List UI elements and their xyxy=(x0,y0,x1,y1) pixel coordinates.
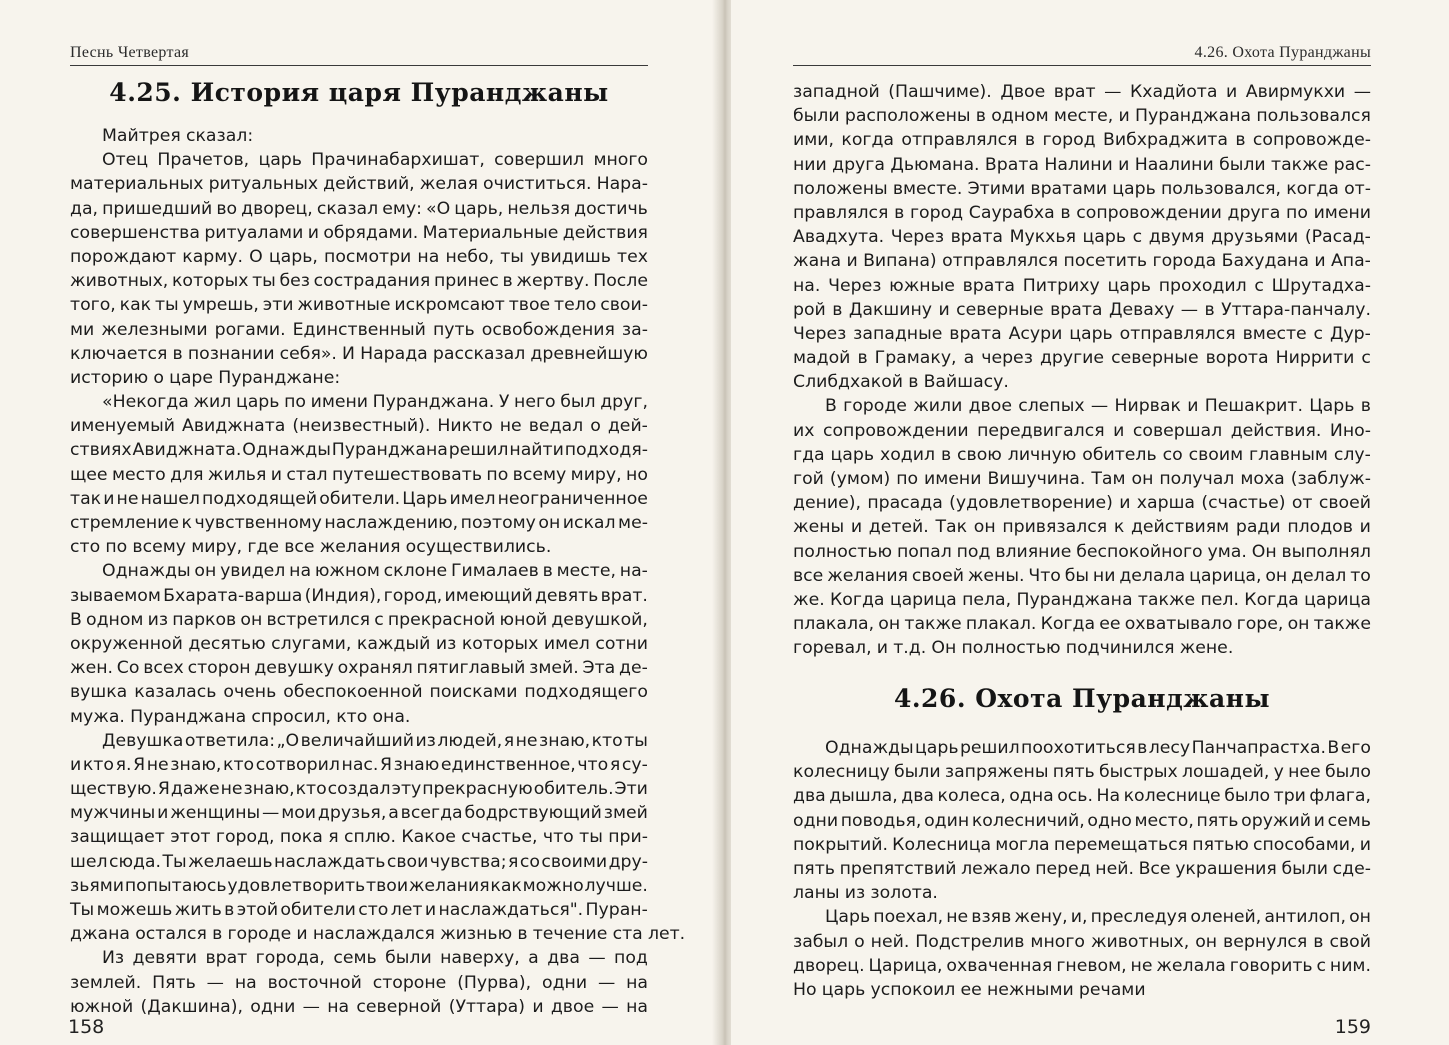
text-line: жен. Со всех сторон девушку охранял пятиглавый змей. Эта де- xyxy=(70,658,648,679)
text-line: Царь поехал, не взяв жену, и, преследуя оленей, антилоп, он xyxy=(825,907,1371,928)
text-line: гой (умом) по имени Вишучина. Там он получал моха (заблуж- xyxy=(793,469,1371,489)
text-line: джана остался в городе и наслаждался жизнью в течение ста лет. xyxy=(70,924,686,945)
text-line: ими, когда отправлялся в город Вибхраджита в сопровожде- xyxy=(793,130,1371,151)
text-line: были расположены в одном месте, и Пуранджана пользовался xyxy=(793,106,1371,127)
section-title: 4.26. Охота Пуранджаны xyxy=(893,684,1271,713)
text-line: жана и Випана) отправлялся посетить города Бахудана и Апа- xyxy=(793,251,1371,272)
text-line: плакала, он также плакал. Когда ее охватывало горе, он также xyxy=(793,614,1371,635)
text-line: жены и детей. Так он привязался к действиям ради плодов и xyxy=(793,517,1371,538)
text-line: Девушка ответила: „О величайший из людей, я не знаю, кто ты xyxy=(102,730,648,751)
text-line: Майтрея сказал: xyxy=(102,126,254,146)
text-line: мужчины и женщины — мои друзья, а всегда бодрствующий змей xyxy=(70,803,648,824)
right-page xyxy=(731,0,1449,1045)
text-line: мадой в Грамаку, а через другие северные ворота Ниррити с xyxy=(793,348,1371,369)
text-line: колесницу были запряжены пять быстрых лошадей, у нее было xyxy=(793,762,1371,783)
text-line: сто по всему миру, где все желания осуществились. xyxy=(70,537,552,558)
left-page xyxy=(0,0,718,1045)
text-line: вушка казалась очень обеспокоенной поисками подходящего xyxy=(70,682,648,703)
text-line: на. Через южные врата Питриху царь проходил с Шрутадха- xyxy=(793,275,1371,296)
text-line: животных, которых ты без сострадания принес в жертву. После xyxy=(70,271,648,292)
text-line: рой в Дакшину и северные врата Деваху — в Уттара-панчалу. xyxy=(793,299,1371,320)
text-line: защищает этот город, пока я сплю. Какое счастье, что ты при- xyxy=(70,827,648,848)
text-line: Из девяти врат города, семь были наверху, а два — под xyxy=(102,948,648,969)
text-line: дворец. Царица, охваченная гневом, не желала говорить с ним. xyxy=(793,955,1371,976)
text-line: В городе жили двое слепых — Нирвак и Пешакрит. Царь в xyxy=(825,396,1371,417)
header-rule xyxy=(70,65,648,66)
text-line: материальных ритуальных действий, желая очиститься. Нара- xyxy=(70,174,648,195)
text-line: стремление к чувственному наслаждению, поэтому он искал ме- xyxy=(70,513,648,533)
text-line: ми железными рогами. Единственный путь освобождения за- xyxy=(70,319,648,340)
text-line: дение), прасада (удовлетворение) и харша (счастье) от своей xyxy=(793,493,1371,514)
text-line: того, как ты умрешь, эти животные искромсают твое тело свои- xyxy=(70,295,648,316)
section-title: 4.25. История царя Пуранджаны xyxy=(109,78,609,107)
text-line: историю о царе Пуранджане: xyxy=(70,367,341,388)
text-line: да, пришедший во дворец, сказал ему: «О царь, нельзя достичь xyxy=(70,198,648,219)
text-line: В одном из парков он встретился с прекрасной юной девушкой, xyxy=(70,609,648,630)
text-line: так и не нашел подходящей обители. Царь имел неограниченное xyxy=(70,488,648,509)
text-line: щее место для жилья и стал путешествовать по всему миру, но xyxy=(70,464,648,485)
text-line: ланы из золота. xyxy=(793,883,938,904)
text-line: южной (Дакшина), одни — на северной (Уттара) и двое — на xyxy=(70,996,648,1017)
text-line: шел сюда. Ты желаешь наслаждать свои чувства; я со своими дру- xyxy=(70,851,648,872)
text-line: правлялся в город Саурабха в сопровождении друга по имени xyxy=(793,202,1371,223)
running-head: Песнь Четвертая xyxy=(70,44,190,61)
text-line: ключается в познании себя». И Нарада рассказал древнейшую xyxy=(70,343,648,364)
text-line: пять препятствий лежало перед ней. Все украшения были сде- xyxy=(793,858,1371,879)
text-line: совершенства ритуалами и обрядами. Материальные действия xyxy=(70,222,648,243)
text-line: полностью попал под влияние беспокойного ума. Он выполнял xyxy=(793,541,1371,562)
text-line: Через западные врата Асури царь отправлялся вместе с Дур- xyxy=(793,323,1371,344)
text-line: два дышла, два колеса, одна ось. На колеснице было три флага, xyxy=(793,786,1371,807)
body-text xyxy=(70,124,686,1019)
text-line: Однажды он увидел на южном склоне Гималаев в месте, на- xyxy=(102,561,648,582)
body-text xyxy=(793,80,1371,661)
text-line: же. Когда царица пела, Пуранджана также пел. Когда царица xyxy=(793,589,1371,610)
text-line: Однажды царь решил поохотиться в лесу Панчапрастха. В его xyxy=(825,738,1371,758)
text-line: окруженной десятью слугами, каждый из которых имел сотни xyxy=(70,633,648,654)
text-line: забыл о ней. Подстрелив много животных, он вернулся в свой xyxy=(793,931,1371,952)
text-line: именуемый Авиджната (неизвестный). Никто не ведал о дей- xyxy=(70,416,648,437)
running-head: 4.26. Охота Пуранджаны xyxy=(1194,44,1371,61)
text-line: нии друга Дьюмана. Врата Налини и Наалини были также рас- xyxy=(793,154,1371,175)
body-text xyxy=(793,736,1371,1002)
text-line: положены вместе. Этими вратами царь пользовался, когда от- xyxy=(793,178,1371,199)
text-line: покрытий. Колесница могла перемещаться пятью способами, и xyxy=(793,834,1371,855)
text-line: порождают карму. О царь, посмотри на небо, ты увидишь тех xyxy=(70,246,648,267)
text-line: зьями попытаюсь удовлетворить твои желания как можно лучше. xyxy=(70,875,648,896)
text-line: ществую. Я даже не знаю, кто создал эту прекрасную обитель. Эти xyxy=(70,779,648,800)
text-line: Слибдхакой в Вайшасу. xyxy=(793,372,1009,393)
text-line: мужа. Пуранджана спросил, кто она. xyxy=(70,706,411,727)
text-line: Авадхута. Через врата Мукхья царь с двумя друзьями (Расад- xyxy=(793,227,1371,248)
page-number: 158 xyxy=(68,1016,105,1038)
text-line: одни поводья, один колесничий, одно место, пять оружий и семь xyxy=(793,810,1371,831)
text-line: Но царь успокоил ее нежными речами xyxy=(793,979,1146,1000)
text-line: их сопровождении передвигался и совершал действия. Ино- xyxy=(793,420,1371,441)
text-line: все желания своей жены. Что бы ни делала царица, он делал то xyxy=(793,565,1371,586)
text-line: западной (Пашчиме). Двое врат — Кхадйота и Авирмукхи — xyxy=(793,82,1371,102)
text-line: «Некогда жил царь по имени Пуранджана. У него был друг, xyxy=(102,392,648,413)
text-line: гда царь ходил в свою личную обитель со своим главным слу- xyxy=(793,444,1371,465)
text-line: зываемом Бхарата-варша (Индия), город, имеющий девять врат. xyxy=(70,585,648,606)
page-number: 159 xyxy=(1334,1016,1371,1038)
text-line: Отец Прачетов, царь Прачинабархишат, совершил много xyxy=(102,150,648,171)
text-line: ствиях Авиджната. Однажды Пуранджана решил найти подходя- xyxy=(70,440,648,461)
header-rule xyxy=(793,65,1371,66)
text-line: и кто я. Я не знаю, кто сотворил нас. Я знаю единственное, что я су- xyxy=(70,754,648,775)
text-line: Ты можешь жить в этой обители сто лет и наслаждаться". Пуран- xyxy=(70,900,648,920)
text-line: горевал, и т.д. Он полностью подчинился жене. xyxy=(793,638,1234,659)
text-line: землей. Пять — на восточной стороне (Пурва), одни — на xyxy=(70,972,648,993)
